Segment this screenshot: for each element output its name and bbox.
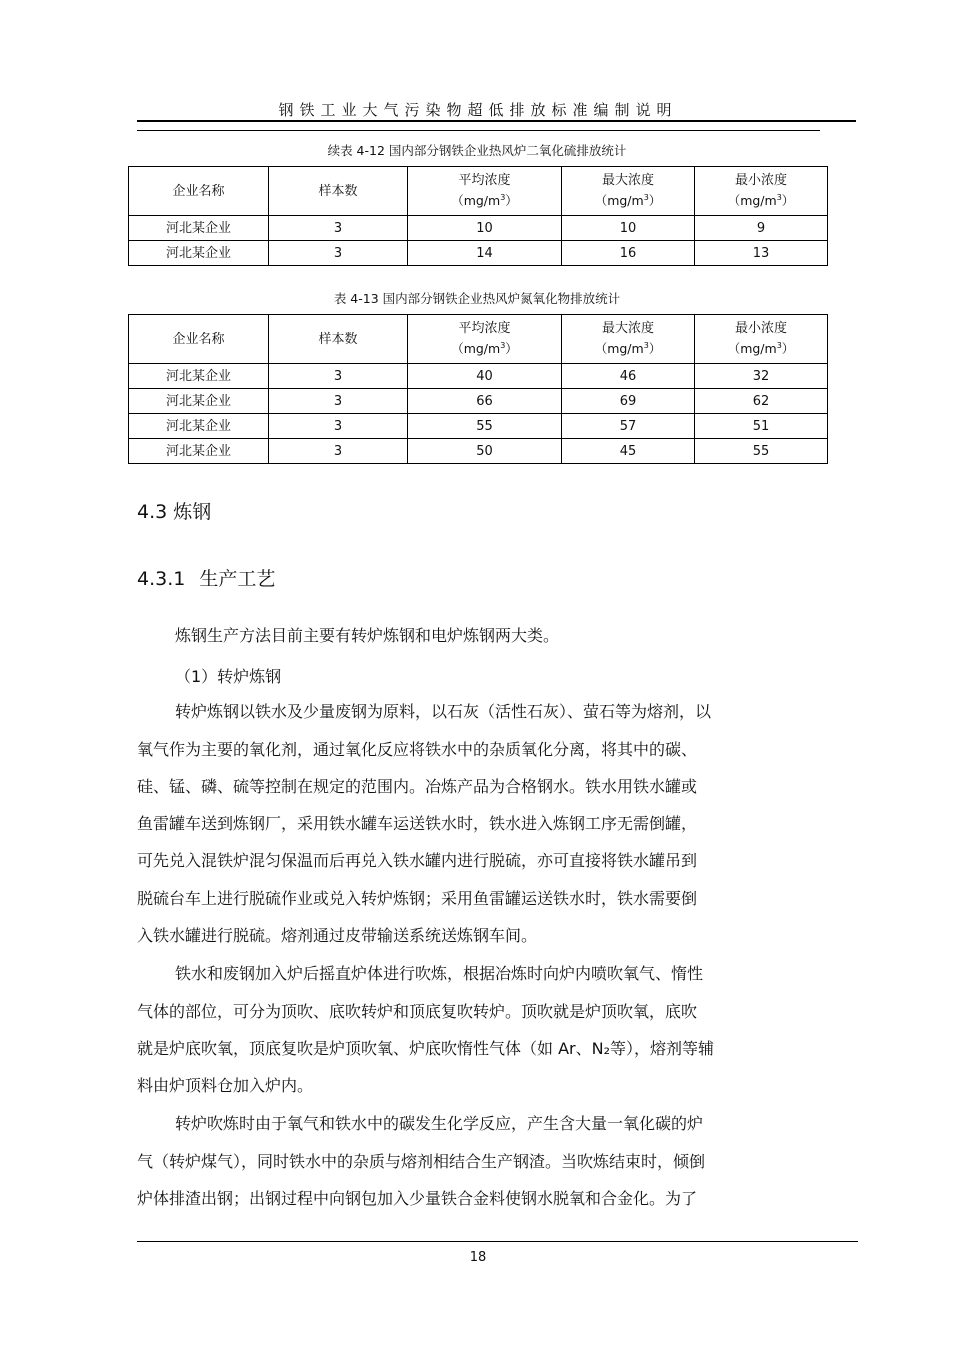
cell-min: 51 — [695, 414, 828, 439]
paragraph-line: 硅、锰、磷、硫等控制在规定的范围内。冶炼产品为合格钢水。铁水用铁水罐或 — [137, 777, 698, 796]
cell-min: 13 — [695, 241, 828, 266]
col-header-name: 企业名称 — [129, 315, 269, 364]
cell-name: 河北某企业 — [129, 389, 269, 414]
table2-header-row — [129, 315, 828, 364]
header-rule — [137, 120, 856, 122]
cell-min: 55 — [695, 439, 828, 464]
paragraph-line: 可先兑入混铁炉混匀保温而后再兑入铁水罐内进行脱硫，亦可直接将铁水罐吊到 — [137, 851, 698, 870]
paragraph-line: 炉体排渣出钢；出钢过程中向钢包加入少量铁合金料使钢水脱氧和合金化。为了 — [137, 1189, 698, 1208]
cell-avg: 40 — [408, 364, 562, 389]
table-row — [129, 414, 828, 439]
col-header-max: 最大浓度 $(mg/m^3)$ — [562, 167, 695, 216]
col-header-samples: 样本数 — [269, 167, 408, 216]
paragraph-line: 铁水和废钢加入炉后摇直炉体进行吹炼，根据冶炼时向炉内喷吹氧气、惰性 — [175, 964, 704, 983]
table-row — [129, 241, 828, 266]
list-heading: （1）转炉炼钢 — [175, 667, 282, 686]
footer-rule — [137, 1241, 858, 1242]
header-rule-thin — [137, 130, 820, 131]
cell-max: 69 — [562, 389, 695, 414]
col-header-min: 最小浓度 $(mg/m^3)$ — [695, 167, 828, 216]
cell-name: 河北某企业 — [129, 439, 269, 464]
table2-caption: 表 4-13 国内部分钢铁企业热风炉氮氧化物排放统计 — [333, 291, 621, 306]
subsection-heading: 4.3.1 生产工艺 — [137, 568, 276, 590]
paragraph-line: 脱硫台车上进行脱硫作业或兑入转炉炼钢；采用鱼雷罐运送铁水时，铁水需要倒 — [137, 889, 698, 908]
cell-avg: 10 — [408, 216, 562, 241]
cell-max: 57 — [562, 414, 695, 439]
running-header: 钢铁工业大气污染物超低排放标准编制说明 — [278, 101, 678, 119]
paragraph-line: 气（转炉煤气），同时铁水中的杂质与熔剂相结合生产钢渣。当吹炼结束时，倾倒 — [137, 1152, 706, 1171]
table1 — [128, 166, 828, 266]
cell-name: 河北某企业 — [129, 414, 269, 439]
paragraph-line: 转炉炼钢以铁水及少量废钢为原料，以石灰（活性石灰）、萤石等为熔剂，以 — [175, 702, 712, 721]
paragraph-line: 就是炉底吹氧，顶底复吹是炉顶吹氧、炉底吹惰性气体（如 Ar、N₂等），熔剂等辅 — [137, 1039, 714, 1058]
cell-avg: 55 — [408, 414, 562, 439]
table-row — [129, 439, 828, 464]
paragraph-line: 入铁水罐进行脱硫。熔剂通过皮带输送系统送炼钢车间。 — [137, 926, 538, 945]
col-header-avg: 平均浓度 $(mg/m^3)$ — [408, 167, 562, 216]
cell-samples: 3 — [269, 439, 408, 464]
cell-name: 河北某企业 — [129, 241, 269, 266]
cell-name: 河北某企业 — [129, 216, 269, 241]
paragraph-line: 气体的部位，可分为顶吹、底吹转炉和顶底复吹转炉。顶吹就是炉顶吹氧，底吹 — [137, 1002, 698, 1021]
cell-avg: 50 — [408, 439, 562, 464]
cell-max: 16 — [562, 241, 695, 266]
paragraph-line: 转炉吹炼时由于氧气和铁水中的碳发生化学反应，产生含大量一氧化碳的炉 — [175, 1114, 704, 1133]
cell-avg: 66 — [408, 389, 562, 414]
col-header-name: 企业名称 — [129, 167, 269, 216]
cell-samples: 3 — [269, 414, 408, 439]
table1-caption: 续表 4-12 国内部分钢铁企业热风炉二氧化硫排放统计 — [327, 143, 627, 158]
table2 — [128, 314, 828, 464]
col-header-min: 最小浓度 $(mg/m^3)$ — [695, 315, 828, 364]
table-row — [129, 216, 828, 241]
section-heading: 4.3 炼钢 — [137, 501, 212, 523]
cell-name: 河北某企业 — [129, 364, 269, 389]
cell-samples: 3 — [269, 216, 408, 241]
col-header-max: 最大浓度 $(mg/m^3)$ — [562, 315, 695, 364]
cell-max: 45 — [562, 439, 695, 464]
cell-min: 62 — [695, 389, 828, 414]
cell-max: 46 — [562, 364, 695, 389]
table1-header-row — [129, 167, 828, 216]
table-row — [129, 364, 828, 389]
cell-samples: 3 — [269, 389, 408, 414]
paragraph-line: 料由炉顶料仓加入炉内。 — [137, 1076, 314, 1095]
col-header-avg: 平均浓度 $(mg/m^3)$ — [408, 315, 562, 364]
paragraph-line: 鱼雷罐车送到炼钢厂，采用铁水罐车运送铁水时，铁水进入炼钢工序无需倒罐， — [137, 814, 698, 833]
cell-samples: 3 — [269, 364, 408, 389]
paragraph-line: 氧气作为主要的氧化剂，通过氧化反应将铁水中的杂质氧化分离，将其中的碳、 — [137, 740, 698, 759]
cell-avg: 14 — [408, 241, 562, 266]
page-number: 18 — [469, 1250, 487, 1265]
paragraph-line: 炼钢生产方法目前主要有转炉炼钢和电炉炼钢两大类。 — [175, 626, 560, 645]
cell-max: 10 — [562, 216, 695, 241]
table-row — [129, 389, 828, 414]
cell-min: 32 — [695, 364, 828, 389]
col-header-samples: 样本数 — [269, 315, 408, 364]
cell-samples: 3 — [269, 241, 408, 266]
cell-min: 9 — [695, 216, 828, 241]
